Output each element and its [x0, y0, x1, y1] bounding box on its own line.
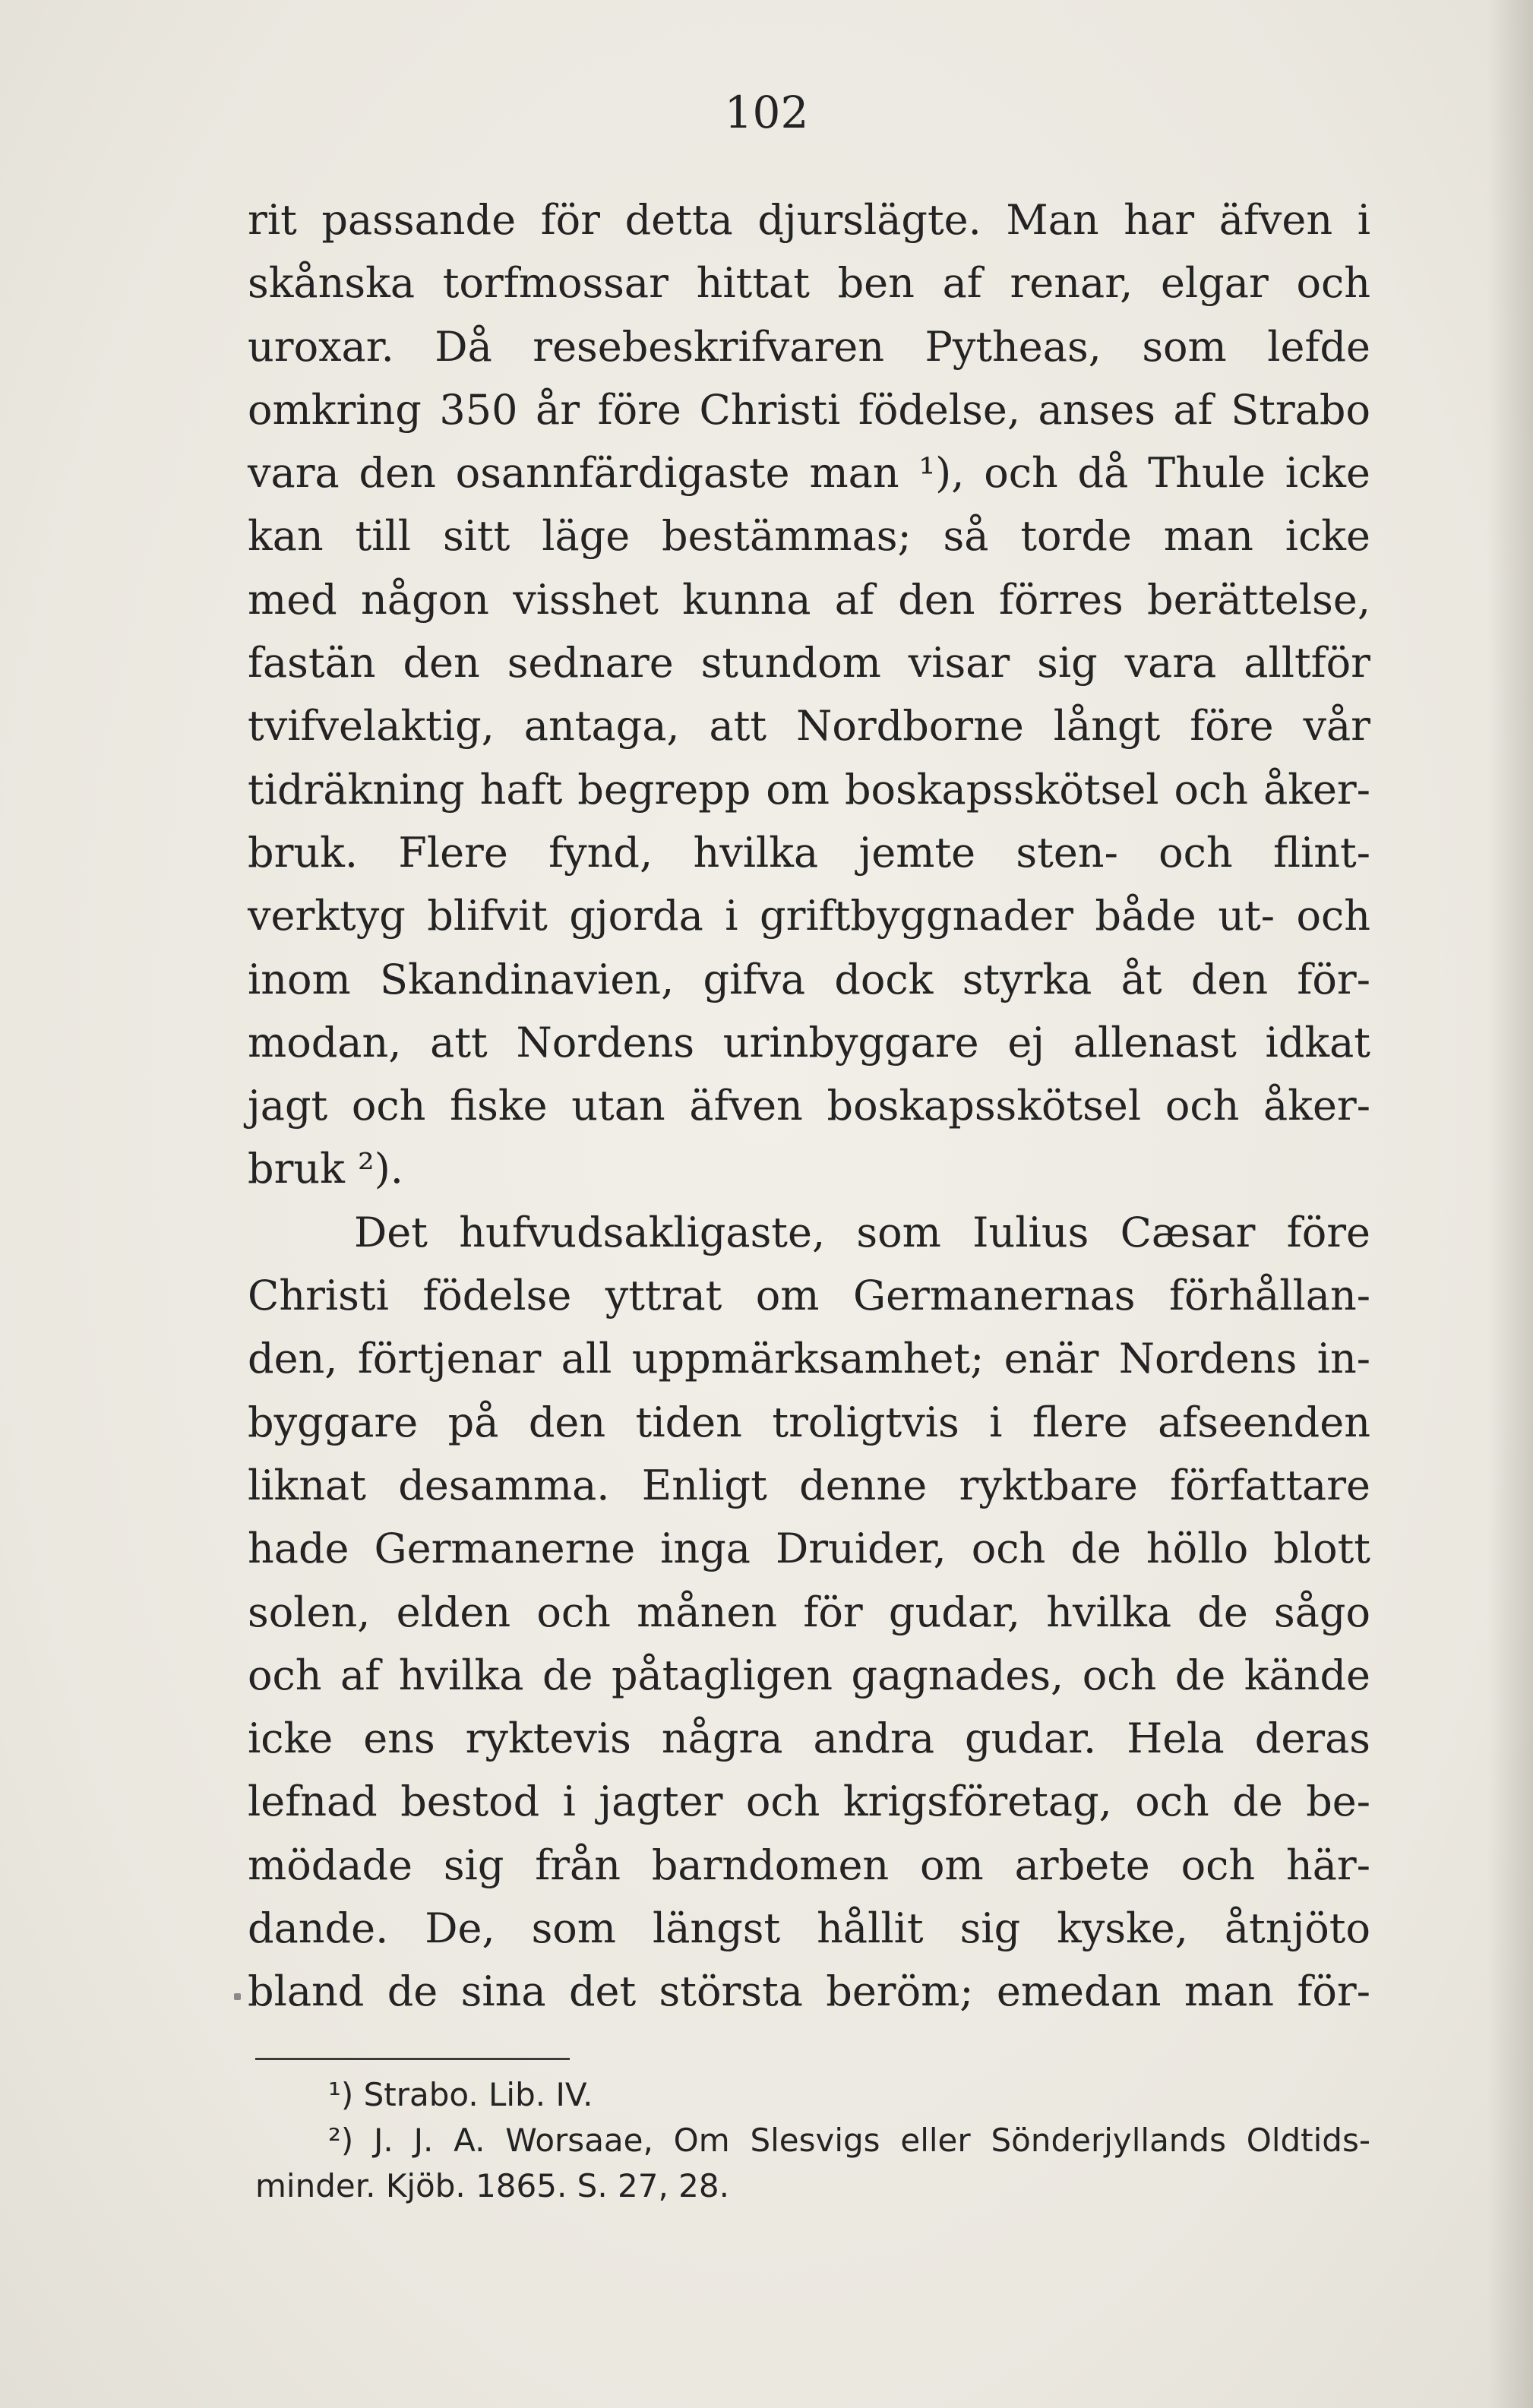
text-line: fastän den sednare stundom visar sig vara alltför: [248, 639, 1370, 687]
text-line: icke ens ryktevis några andra gudar. Hela deras: [248, 1714, 1370, 1763]
page-edge-shadow: [1487, 0, 1533, 2408]
text-line: dande. De, som längst hållit sig kyske, åtnjöto: [248, 1904, 1370, 1953]
page-number: 102: [724, 87, 809, 138]
text-line: den, förtjenar all uppmärksamhet; enär Nordens in-: [248, 1335, 1370, 1383]
text-line: bruk ²).: [248, 1145, 403, 1193]
text-line: med någon visshet kunna af den förres berättelse,: [248, 575, 1370, 624]
text-line: vara den osannfärdigaste man ¹), och då Thule icke: [248, 449, 1370, 498]
text-line: omkring 350 år före Christi födelse, anses af Strabo: [248, 385, 1370, 434]
text-line: mödade sig från barndomen om arbete och här-: [248, 1841, 1370, 1889]
text-line: uroxar. Då resebeskrifvaren Pytheas, som lefde: [248, 322, 1370, 371]
footnote: ²) J. J. A. Worsaae, Om Slesvigs eller Sönderjyllands Oldtids-: [328, 2122, 1370, 2159]
footnote: minder. Kjöb. 1865. S. 27, 28.: [255, 2167, 729, 2204]
text-line: bruk. Flere fynd, hvilka jemte sten- och flint-: [248, 828, 1370, 877]
text-line: liknat desamma. Enligt denne ryktbare författare: [248, 1461, 1370, 1509]
text-line: tvifvelaktig, antaga, att Nordborne långt före vår: [248, 702, 1370, 751]
text-line: jagt och fiske utan äfven boskapsskötsel och åker-: [248, 1082, 1370, 1130]
text-line: Det hufvudsakligaste, som Iulius Cæsar före: [354, 1208, 1370, 1256]
text-line: rit passande för detta djurslägte. Man har äfven i: [248, 196, 1370, 244]
body-text: [248, 188, 1370, 2024]
footnote: ¹) Strabo. Lib. IV.: [328, 2076, 593, 2113]
footnotes: [255, 2072, 1370, 2209]
text-line: verktyg blifvit gjorda i griftbyggnader både ut- och: [248, 892, 1370, 940]
text-line: inom Skandinavien, gifva dock styrka åt den för-: [248, 955, 1370, 1003]
text-line: Christi födelse yttrat om Germanernas förhållan-: [248, 1272, 1370, 1320]
text-line: solen, elden och månen för gudar, hvilka de sågo: [248, 1588, 1370, 1636]
text-line: och af hvilka de påtagligen gagnades, och de kände: [248, 1651, 1370, 1699]
text-line: skånska torfmossar hittat ben af renar, elgar och: [248, 259, 1370, 308]
text-line: kan till sitt läge bestämmas; så torde man icke: [248, 512, 1370, 561]
text-line: bland de sina det största beröm; emedan man för-: [248, 1967, 1370, 2016]
text-line: modan, att Nordens urinbyggare ej allenast idkat: [248, 1018, 1370, 1067]
footnote-separator: [255, 2058, 570, 2060]
margin-mark: [234, 1993, 241, 2000]
text-line: lefnad bestod i jagter och krigsföretag, och de be-: [248, 1778, 1370, 1826]
text-line: hade Germanerne inga Druider, och de höllo blott: [248, 1525, 1370, 1573]
text-line: byggare på den tiden troligtvis i flere afseenden: [248, 1398, 1370, 1446]
text-line: tidräkning haft begrepp om boskapsskötsel och åker-: [248, 765, 1370, 814]
